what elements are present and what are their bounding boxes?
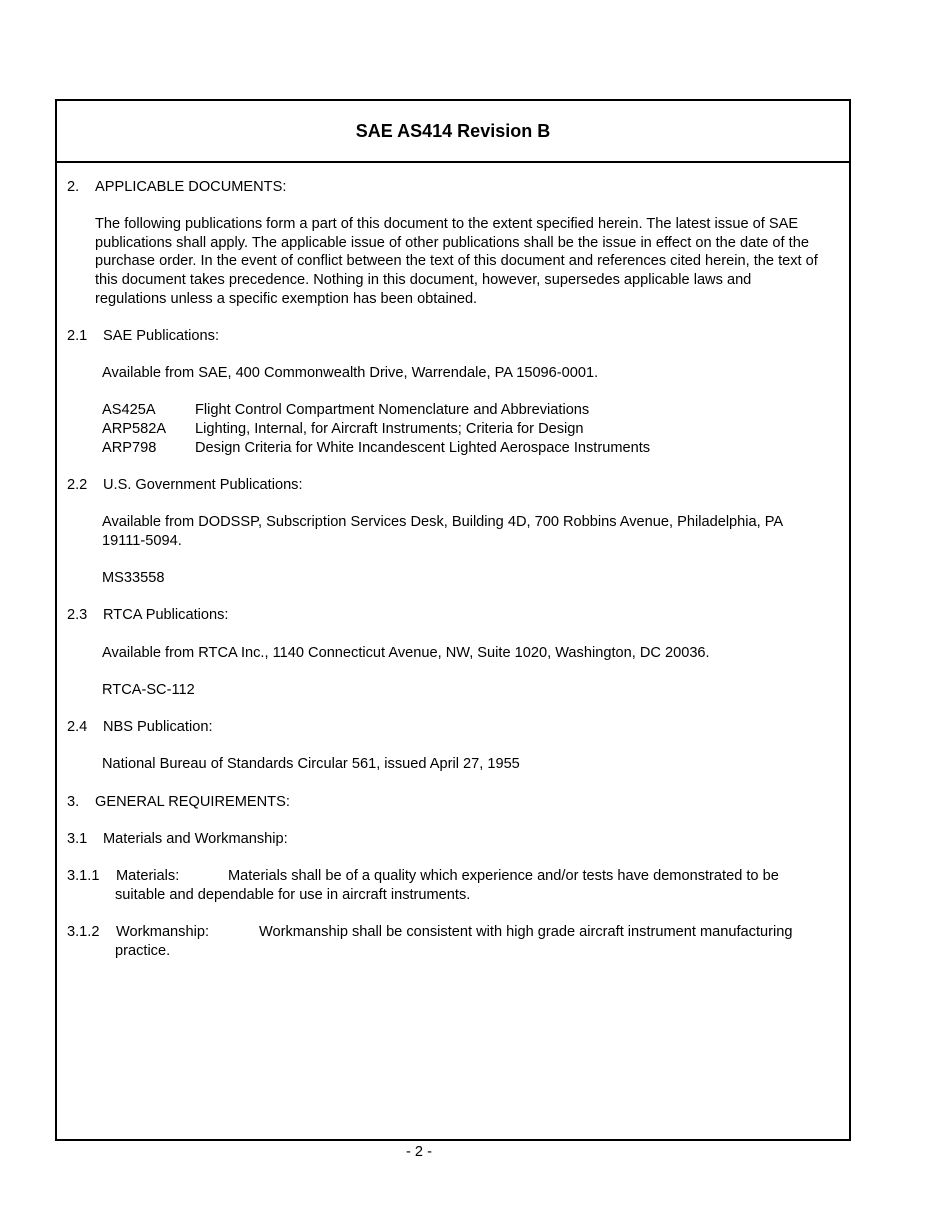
section-2-3-reference: RTCA-SC-112 bbox=[102, 682, 195, 698]
section-2-4-heading: 2.4 NBS Publication: bbox=[67, 719, 213, 735]
section-2-1-availability: Available from SAE, 400 Commonwealth Drive, Warrendale, PA 15096-0001. bbox=[102, 365, 599, 381]
section-2-2-heading: 2.2 U.S. Government Publications: bbox=[67, 477, 303, 493]
section-3-1-heading: 3.1 Materials and Workmanship: bbox=[67, 831, 288, 847]
section-2-2-reference: MS33558 bbox=[102, 570, 165, 586]
section-3-heading: 3. GENERAL REQUIREMENTS: bbox=[67, 794, 290, 810]
reference-code: AS425A bbox=[102, 402, 156, 418]
section-2-4-reference: National Bureau of Standards Circular 561, issued April 27, 1955 bbox=[102, 756, 520, 772]
section-2-1-heading: 2.1 SAE Publications: bbox=[67, 328, 220, 344]
section-3-1-2-continued: practice. bbox=[115, 943, 171, 959]
section-2-heading: 2. APPLICABLE DOCUMENTS: bbox=[67, 179, 287, 195]
document-title: SAE AS414 Revision B bbox=[355, 120, 551, 141]
section-2-2-availability: Available from DODSSP, Subscription Services Desk, Building 4D, 700 Robbins Avenue, Philadelphia, PA 19111-5094. bbox=[102, 514, 783, 549]
section-2-3-availability: Available from RTCA Inc., 1140 Connecticut Avenue, NW, Suite 1020, Washington, DC 20036. bbox=[102, 645, 710, 661]
reference-code: ARP582A bbox=[102, 421, 167, 437]
reference-title: Lighting, Internal, for Aircraft Instruments; Criteria for Design bbox=[195, 421, 584, 437]
section-2-paragraph: The following publications form a part of this document to the extent specified herein. The latest issue of SAE publications shall apply. The applicable issue of other publications shall be the issue in effect on the date of the purchase order. In the event of conflict between the text of this document and references cited herein, the text of this document takes precedence. Nothing in this document, however, supersedes applicable laws and regulations unless a specific exemption has been obtained. bbox=[95, 216, 818, 307]
page-number: - 2 - bbox=[406, 1144, 432, 1160]
section-3-1-1-continued: suitable and dependable for use in aircraft instruments. bbox=[115, 887, 471, 903]
reference-title: Flight Control Compartment Nomenclature and Abbreviations bbox=[195, 402, 590, 418]
page-header bbox=[57, 101, 849, 163]
reference-title: Design Criteria for White Incandescent Lighted Aerospace Instruments bbox=[195, 440, 651, 456]
section-3-1-2: 3.1.2 Workmanship: Workmanship shall be consistent with high grade aircraft instrument manufacturing bbox=[67, 924, 793, 940]
section-2-3-heading: 2.3 RTCA Publications: bbox=[67, 607, 229, 623]
reference-code: ARP798 bbox=[102, 440, 157, 456]
section-3-1-1: 3.1.1 Materials: Materials shall be of a quality which experience and/or tests have demonstrated to be bbox=[67, 868, 779, 884]
